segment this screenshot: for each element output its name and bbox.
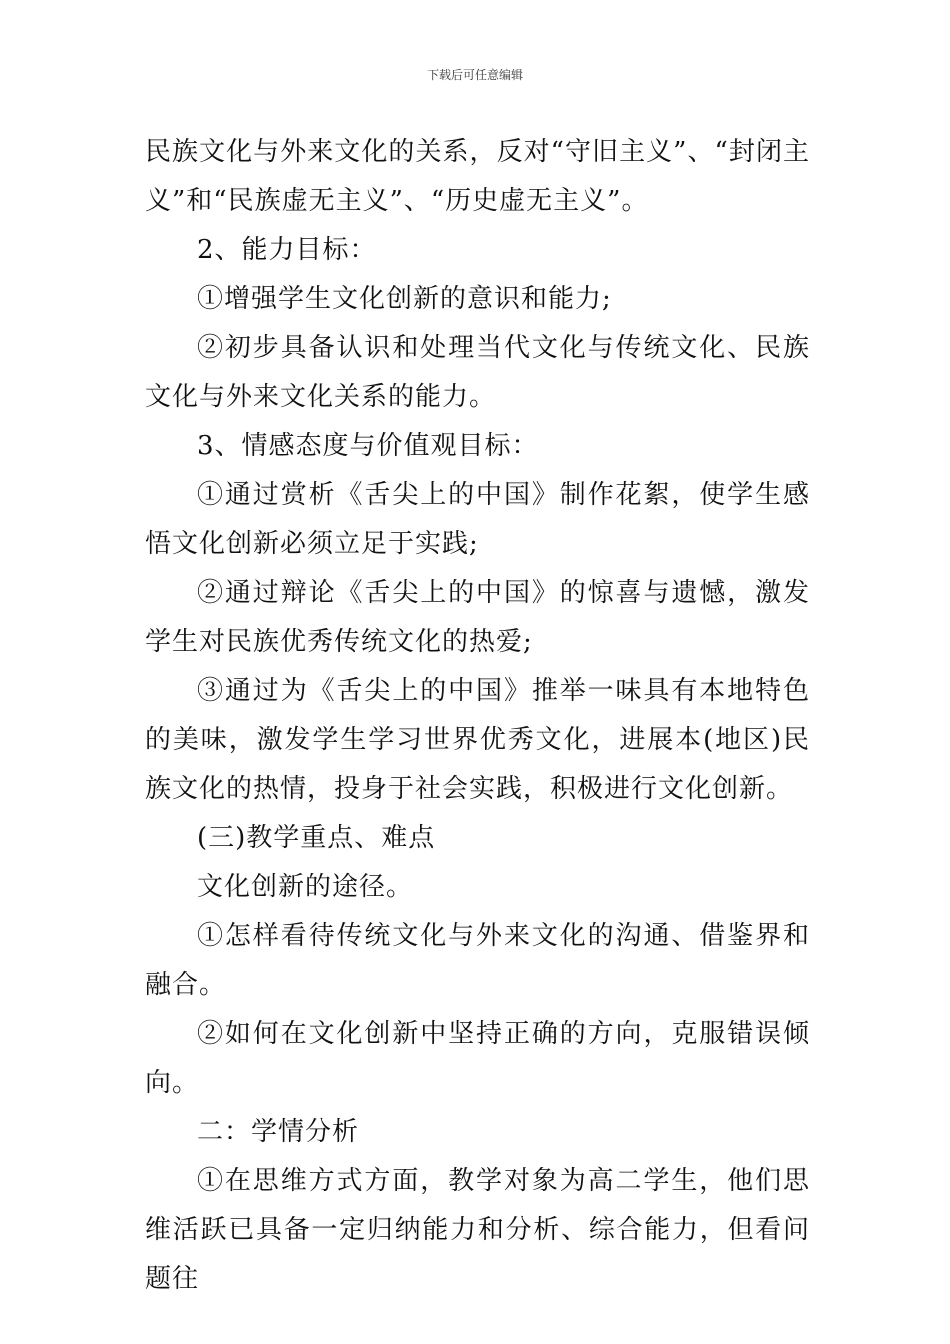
paragraph-9: (三)教学重点、难点 bbox=[197, 823, 436, 853]
paragraph-13: 二：学情分析 bbox=[197, 1117, 360, 1147]
paragraph-2: 2、能力目标： bbox=[197, 235, 377, 265]
paragraph-5: 3、情感态度与价值观目标： bbox=[197, 431, 539, 461]
paragraph-12: ②如何在文化创新中坚持正确的方向，克服错误倾向。 bbox=[145, 1019, 810, 1098]
paragraph-3: ①增强学生文化创新的意识和能力; bbox=[197, 284, 612, 314]
paragraph-8: ③通过为《舌尖上的中国》推举一味具有本地特色的美味，激发学生学习世界优秀文化，进展本(地区)民族文化的热情，投身于社会实践，积极进行文化创新。 bbox=[145, 676, 810, 804]
document-body bbox=[145, 128, 810, 1304]
paragraph-11: ①怎样看待传统文化与外来文化的沟通、借鉴界和融合。 bbox=[145, 921, 810, 1000]
paragraph-10: 文化创新的途径。 bbox=[197, 872, 414, 902]
page-header: 下载后可任意编辑 bbox=[426, 68, 523, 82]
paragraph-14: ①在思维方式方面，教学对象为高二学生，他们思维活跃已具备一定归纳能力和分析、综合能力，但看问题往 bbox=[145, 1166, 810, 1294]
paragraph-6: ①通过赏析《舌尖上的中国》制作花絮，使学生感悟文化创新必须立足于实践; bbox=[145, 480, 810, 559]
paragraph-4: ②初步具备认识和处理当代文化与传统文化、民族文化与外来文化关系的能力。 bbox=[145, 333, 810, 412]
paragraph-7: ②通过辩论《舌尖上的中国》的惊喜与遗憾，激发学生对民族优秀传统文化的热爱; bbox=[145, 578, 810, 657]
paragraph-1: 民族文化与外来文化的关系，反对“守旧主义”、“封闭主义”和“民族虚无主义”、“历史虚无主义”。 bbox=[145, 137, 810, 216]
